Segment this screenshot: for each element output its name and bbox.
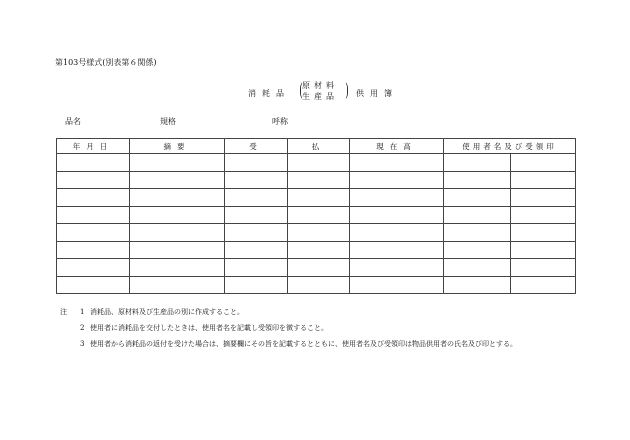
table-cell [350, 259, 444, 277]
table-cell [350, 276, 444, 294]
table-row [57, 241, 576, 259]
table-row [57, 224, 576, 242]
table-cell [130, 171, 225, 189]
table-cell [57, 171, 130, 189]
document-title [0, 80, 630, 104]
table-cell [350, 154, 444, 172]
table-cell [511, 224, 576, 242]
table-cell [350, 189, 444, 207]
table-cell [350, 171, 444, 189]
table-cell [350, 241, 444, 259]
table-cell [225, 171, 288, 189]
table-cell [288, 154, 350, 172]
table-cell [511, 206, 576, 224]
table-cell [444, 241, 511, 259]
designation-label: 呼称 [272, 117, 288, 126]
note-item [60, 320, 580, 336]
table-row [57, 171, 576, 189]
table-row [57, 189, 576, 207]
table-cell [130, 154, 225, 172]
table-row [57, 259, 576, 277]
col-user-seal-header: 使用者名及び受領印 [444, 139, 576, 154]
table-cell [57, 154, 130, 172]
spec-label: 規格 [160, 117, 176, 126]
notes-head: 注 [60, 308, 67, 316]
table-cell [57, 259, 130, 277]
table-body [57, 154, 576, 294]
table-cell [350, 224, 444, 242]
table-cell [511, 241, 576, 259]
table-cell [444, 206, 511, 224]
col-summary-header: 摘要 [130, 139, 225, 154]
table-cell [57, 241, 130, 259]
table-cell [225, 206, 288, 224]
table-cell [444, 224, 511, 242]
table-cell [511, 276, 576, 294]
table-cell [511, 259, 576, 277]
col-issued-header: 払 [288, 139, 350, 154]
table-cell [225, 276, 288, 294]
table-cell [57, 189, 130, 207]
note-number: 3 [80, 340, 85, 348]
table-row [57, 206, 576, 224]
table-cell [225, 224, 288, 242]
table-cell [444, 154, 511, 172]
table-header-row [57, 139, 576, 154]
item-name-label: 品名 [65, 117, 81, 126]
note-text: 消耗品、原材料及び生産品の別に作成すること。 [90, 308, 244, 316]
title-paren-close: ) [345, 80, 352, 101]
table-cell [225, 259, 288, 277]
table-cell [130, 276, 225, 294]
title-option-materials: 原材料 [302, 81, 338, 90]
note-text: 使用者から消耗品の返付を受けた場合は、摘要欄にその旨を記載するとともに、使用者名及び受領印は物品供用者の氏名及び印とする。 [90, 340, 517, 348]
table-cell [130, 189, 225, 207]
note-item [60, 304, 580, 320]
table-cell [288, 241, 350, 259]
table-cell [444, 189, 511, 207]
table-cell [511, 171, 576, 189]
notes-section [60, 304, 580, 352]
table-cell [225, 189, 288, 207]
col-balance-header: 現在高 [350, 139, 444, 154]
table-cell [444, 259, 511, 277]
title-prefix: 消耗品 [248, 89, 290, 98]
table-cell [130, 224, 225, 242]
table-cell [225, 241, 288, 259]
table-cell [288, 189, 350, 207]
table-cell [444, 276, 511, 294]
col-received-header: 受 [225, 139, 288, 154]
note-number: 1 [80, 308, 85, 316]
col-date-header: 年月日 [57, 139, 130, 154]
table-cell [350, 206, 444, 224]
table-cell [57, 206, 130, 224]
table-row [57, 154, 576, 172]
ledger-table [56, 138, 576, 294]
table-cell [288, 224, 350, 242]
table-cell [288, 259, 350, 277]
table-cell [288, 206, 350, 224]
table-cell [288, 276, 350, 294]
table-cell [288, 171, 350, 189]
table-cell [130, 259, 225, 277]
table-cell [225, 154, 288, 172]
note-text: 使用者に消耗品を交付したときは、使用者名を記載し受領印を徴すること。 [90, 324, 328, 332]
table-cell [130, 241, 225, 259]
title-paren-open: ( [299, 80, 306, 101]
title-option-products: 生産品 [302, 92, 338, 101]
title-suffix: 供用簿 [356, 89, 398, 98]
table-cell [57, 224, 130, 242]
table-cell [511, 154, 576, 172]
form-number: 第103号様式(別表第６関係) [55, 58, 157, 67]
note-item [60, 336, 580, 352]
note-number: 2 [80, 324, 85, 332]
table-cell [511, 189, 576, 207]
table-row [57, 276, 576, 294]
table-cell [444, 171, 511, 189]
table-cell [130, 206, 225, 224]
table-cell [57, 276, 130, 294]
